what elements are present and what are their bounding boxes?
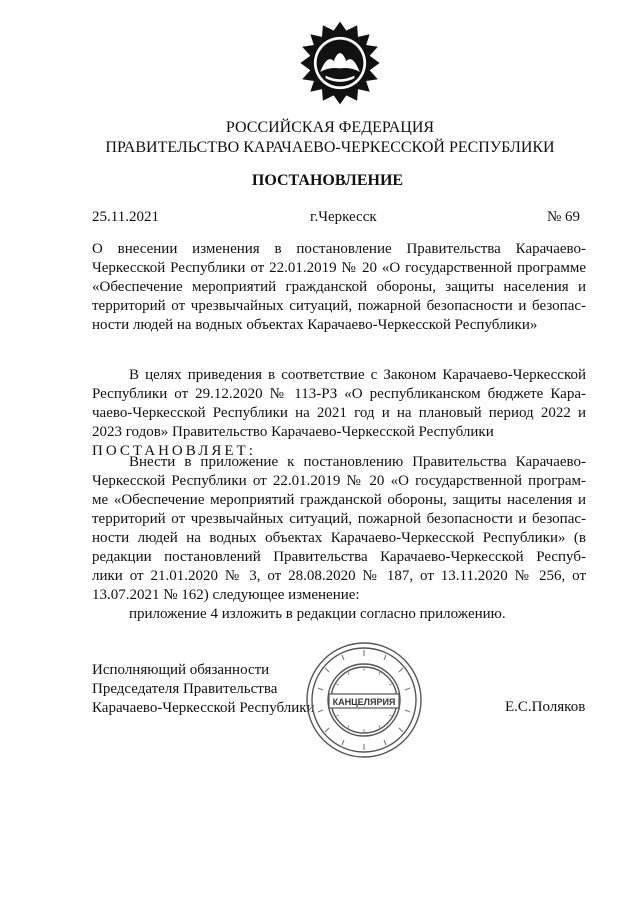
paragraph-line: Черкесской Республики от 22.01.2019 № 20 «О государственной програм- — [92, 473, 586, 489]
paragraph-line: лики от 21.01.2020 № 3, от 28.08.2020 № 187, от 13.11.2020 № 256, от — [92, 568, 586, 584]
paragraph-line: 13.07.2021 № 162) следующее изменение: — [92, 587, 360, 603]
operative-paragraph — [92, 453, 586, 624]
document-subject — [92, 240, 586, 335]
official-stamp-icon — [304, 640, 424, 760]
stamp-center-text: КАНЦЕЛЯРИЯ — [332, 697, 396, 707]
subject-line: территорий от чрезвычайных ситуаций, пожарной безопасности и безопас- — [92, 298, 586, 314]
document-city: г.Черкесск — [310, 209, 377, 225]
paragraph-line: ме «Обеспечение мероприятий гражданской обороны, защиты населения и — [92, 492, 586, 508]
subject-line: «Обеспечение мероприятий гражданской обороны, защиты населения и — [92, 279, 586, 295]
document-number: № 69 — [547, 209, 581, 225]
preamble-paragraph — [92, 366, 586, 461]
amendment-line: приложение 4 изложить в редакции согласно приложению. — [129, 606, 506, 622]
signatory-name: Е.С.Поляков — [505, 699, 586, 715]
signatory-title — [92, 661, 315, 718]
signatory-title-line: Председателя Правительства — [92, 681, 278, 697]
subject-line: Черкесской Республики от 22.01.2019 № 20 «О государственной программе — [92, 260, 586, 276]
government-header: ПРАВИТЕЛЬСТВО КАРАЧАЕВО-ЧЕРКЕССКОЙ РЕСПУБЛИКИ — [105, 139, 555, 156]
paragraph-line: чаево-Черкесской Республики на 2021 год и на плановый период 2022 и — [92, 405, 586, 421]
signatory-title-line: Исполняющий обязанности — [92, 662, 270, 678]
document-title: ПОСТАНОВЛЕНИЕ — [251, 172, 404, 189]
signatory-title-line: Карачаево-Черкесской Республики — [92, 700, 315, 716]
country-header: РОССИЙСКАЯ ФЕДЕРАЦИЯ — [225, 119, 435, 136]
paragraph-line: территорий от чрезвычайных ситуаций, пожарной безопасности и безопас- — [92, 511, 586, 527]
paragraph-line: Республики от 29.12.2020 № 113-РЗ «О республиканском бюджете Кара- — [92, 386, 586, 402]
paragraph-line: В целях приведения в соответствие с Законом Карачаево-Черкесской — [129, 367, 586, 383]
subject-line: О внесении изменения в постановление Правительства Карачаево- — [92, 241, 586, 257]
paragraph-line: 2023 годов» Правительство Карачаево-Черкесской Республики — [92, 424, 494, 440]
paragraph-line: Внести в приложение к постановлению Правительства Карачаево- — [129, 454, 586, 470]
subject-line: ности людей на водных объектах Карачаево-Черкесской Республики» — [92, 317, 538, 333]
document-date: 25.11.2021 — [92, 209, 159, 225]
resolves-word: ПОСТАНОВЛЯЕТ: — [92, 443, 256, 459]
paragraph-line: ности людей на водных объектах Карачаево-Черкесской Республики» (в — [92, 530, 586, 546]
paragraph-line: редакции постановлений Правительства Карачаево-Черкесской Респуб- — [92, 549, 586, 565]
republic-emblem-icon — [295, 18, 385, 108]
